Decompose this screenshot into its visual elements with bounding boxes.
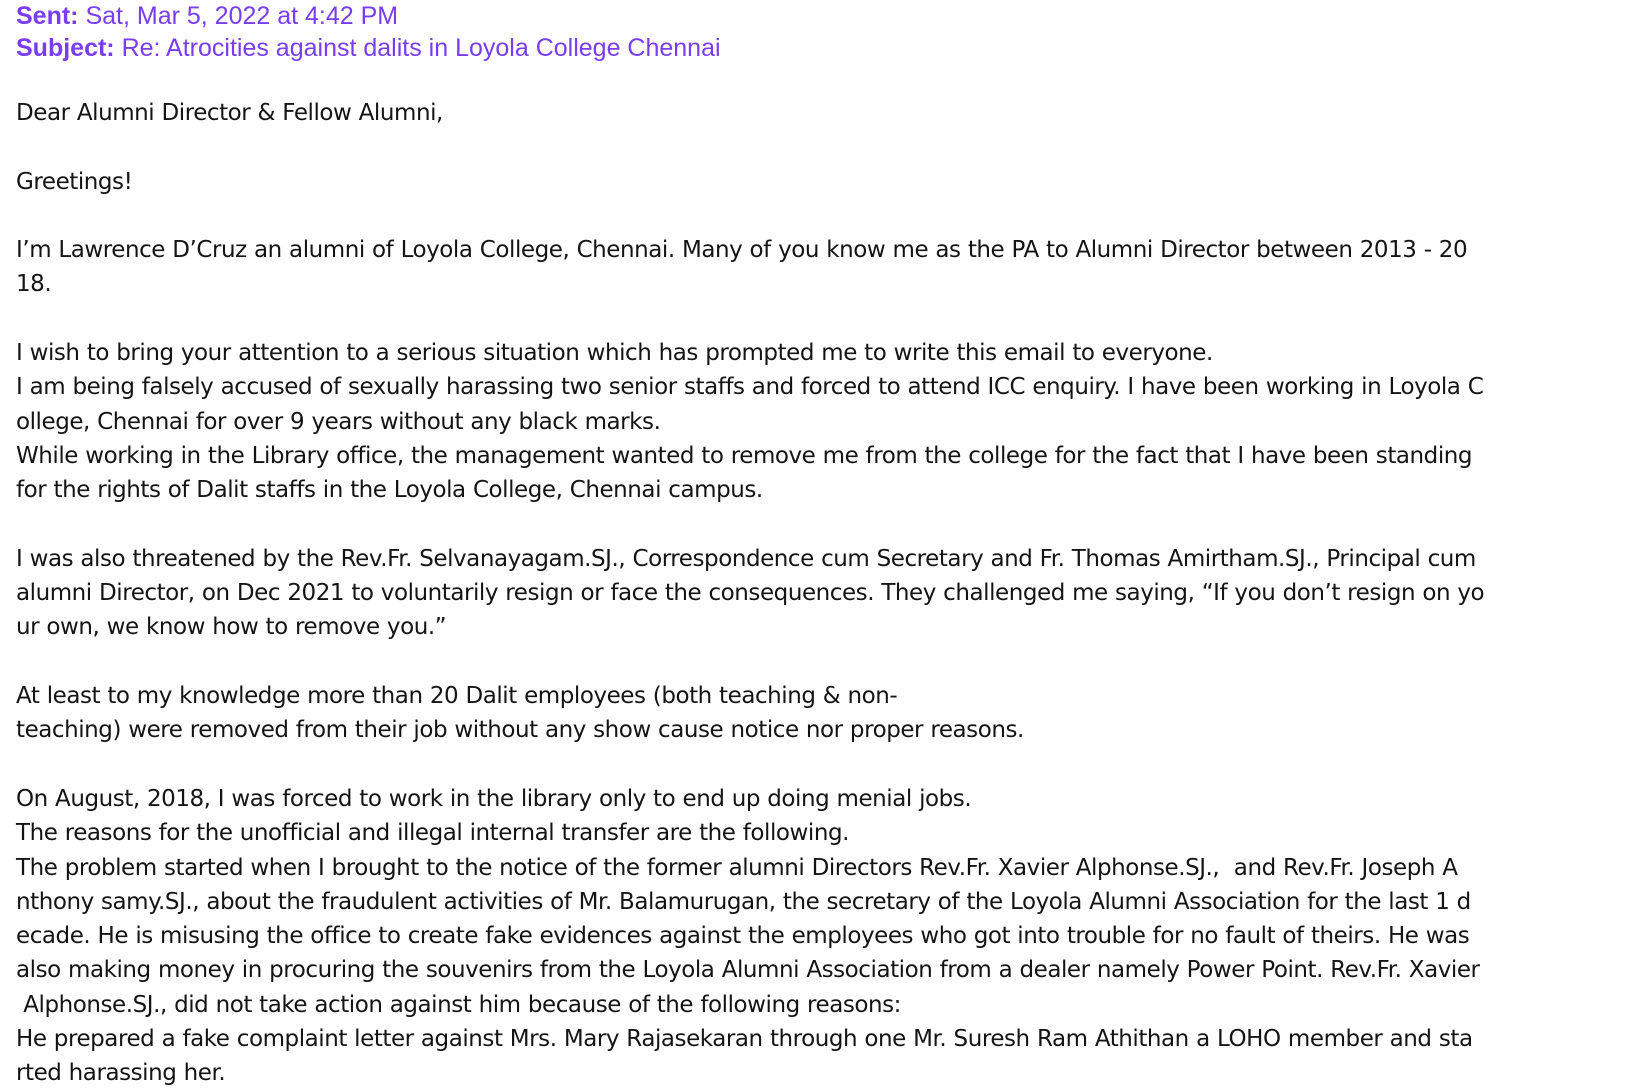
body-line: I’m Lawrence D’Cruz an alumni of Loyola College, Chennai. Many of you know me as the PA to Alumni Director between 2013 - 20 [16,237,1468,264]
body-line: At least to my knowledge more than 20 Dalit employees (both teaching & non- [16,683,898,710]
body-line: I am being falsely accused of sexually harassing two senior staffs and forced to attend ICC enquiry. I have been working in Loyola C [16,374,1484,401]
body-line: ollege, Chennai for over 9 years without any black marks. [16,408,661,435]
body-line: ur own, we know how to remove you.” [16,614,447,641]
body-line: nthony samy.SJ., about the fraudulent activities of Mr. Balamurugan, the secretary of the Loyola Alumni Association for the last 1 d [16,888,1471,915]
body-line: He prepared a fake complaint letter against Mrs. Mary Rajasekaran through one Mr. Suresh Ram Athithan a LOHO member and sta [16,1026,1473,1053]
paragraph-employees [16,679,1646,748]
salutation: Dear Alumni Director & Fellow Alumni, [16,100,443,126]
body-line: also making money in procuring the souvenirs from the Loyola Alumni Association from a dealer namely Power Point. Rev.Fr. Xavier [16,957,1480,984]
body-line: Alphonse.SJ., did not take action against him because of the following reasons: [16,991,901,1018]
body-line: for the rights of Dalit staffs in the Loyola College, Chennai campus. [16,477,763,504]
subject-label: Subject: [16,34,115,62]
paragraph-threat [16,542,1646,645]
paragraph-accusation [16,336,1646,507]
body-line: teaching) were removed from their job without any show cause notice nor proper reasons. [16,717,1024,744]
paragraph-transfer [16,782,1646,1091]
body-line: rted harassing her. [16,1060,226,1087]
body-line: The problem started when I brought to the notice of the former alumni Directors Rev.Fr. Xavier Alphonse.SJ., and Rev.Fr. Joseph A [16,854,1458,881]
body-line: ecade. He is misusing the office to create fake evidences against the employees who got into trouble for no fault of theirs. He was [16,923,1470,950]
body-line: I was also threatened by the Rev.Fr. Selvanayagam.SJ., Correspondence cum Secretary and Fr. Thomas Amirtham.SJ., Principal cum [16,545,1476,572]
body-line: I wish to bring your attention to a serious situation which has prompted me to write this email to everyone. [16,340,1213,367]
email-body [16,96,1646,1091]
email-view [16,0,1646,1091]
greeting: Greetings! [16,168,133,195]
body-line: While working in the Library office, the management wanted to remove me from the college for the fact that I have been standing [16,442,1473,469]
subject-value: Re: Atrocities against dalits in Loyola College Chennai [121,34,721,62]
sent-row [16,0,1646,32]
subject-row [16,32,1646,64]
body-line: alumni Director, on Dec 2021 to voluntarily resign or face the consequences. They challenged me saying, “If you don’t resign on yo [16,580,1485,607]
paragraph-intro [16,233,1646,302]
body-line: The reasons for the unofficial and illegal internal transfer are the following. [16,820,849,847]
body-line: 18. [16,271,52,298]
sent-label: Sent: [16,2,79,30]
body-line: On August, 2018, I was forced to work in the library only to end up doing menial jobs. [16,785,972,812]
sent-value: Sat, Mar 5, 2022 at 4:42 PM [85,2,399,30]
